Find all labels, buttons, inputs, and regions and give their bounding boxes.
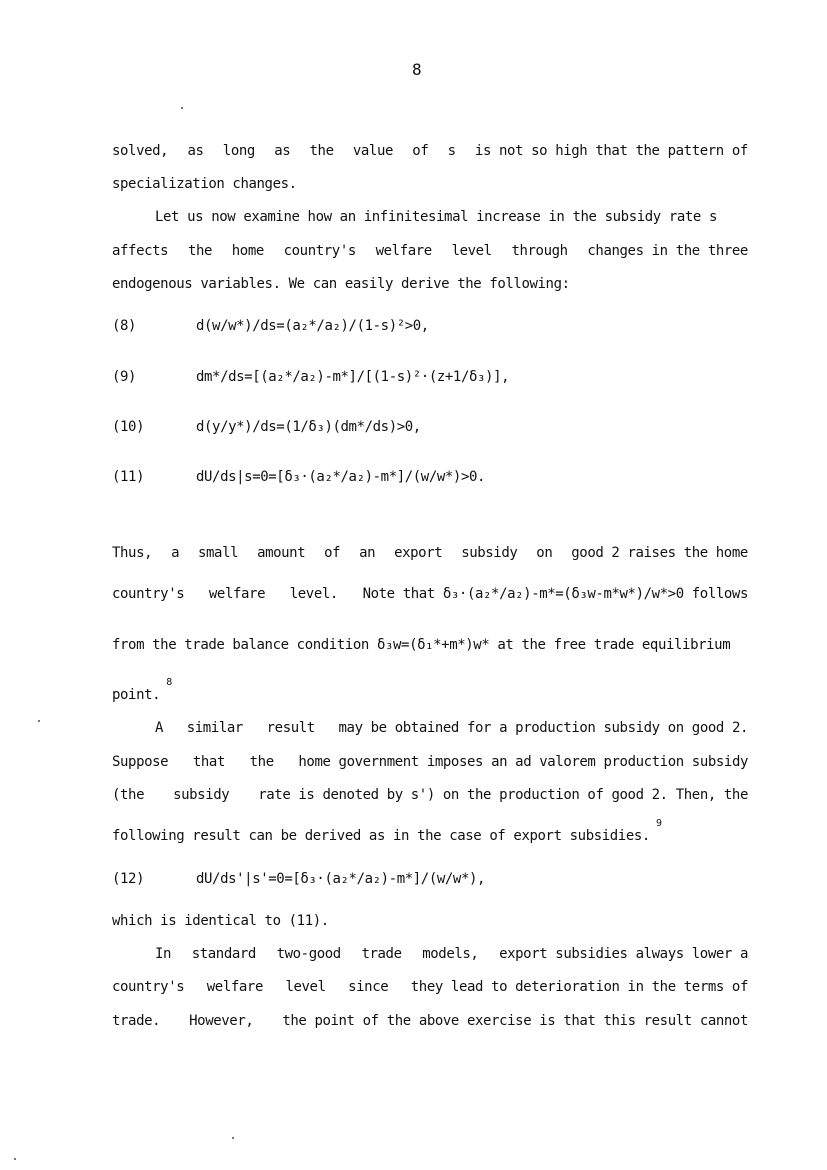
scan-speck [14,1158,16,1160]
text-line: specialization changes. [112,176,297,192]
scan-speck [232,1137,234,1139]
equation-number: (12) [112,871,145,887]
page-number: 8 [412,60,422,79]
footnote-marker: 8 [166,677,172,689]
text-line: Let us now examine how an infinitesimal increase in the subsidy rate s [155,209,718,225]
text-line: country's welfare level since they lead to deterioration in the terms of [112,979,748,995]
text-line: which is identical to (11). [112,913,329,929]
text-line: following result can be derived as in the case of export subsidies.$^9$ [112,818,662,844]
scan-speck [181,107,183,109]
text-line: (the subsidy rate is denoted by s') on the production of good 2. Then, the [112,787,748,803]
equation: dU/ds'|s'=0=[δ₃·(a₂*/a₂)-m*]/(w/w*), [196,871,486,887]
text-line: Suppose that the home government imposes an ad valorem production subsidy [112,754,748,770]
equation: dm*/ds=[(a₂*/a₂)-m*]/[(1-s)²·(z+1/δ₃)], [196,369,510,385]
text-line: Thus, a small amount of an export subsidy on good 2 raises the home [112,545,748,561]
text-line: trade. However, the point of the above exercise is that this result cannot [112,1013,748,1029]
text-line: In standard two-good trade models, export subsidies always lower a [155,946,748,962]
text-line: point.$^8$ [112,677,172,703]
footnote-marker: 9 [655,818,662,830]
equation-number: (10) [112,419,145,435]
text-line: endogenous variables. We can easily derive the following: [112,276,570,292]
text-line: from the trade balance condition δ₃w=(δ₁*+m*)w* at the free trade equilibrium [112,637,731,653]
equation: dU/ds|s=0=[δ₃·(a₂*/a₂)-m*]/(w/w*)>0. [196,469,486,485]
equation-number: (11) [112,469,145,485]
scan-speck [38,720,40,722]
text-line: affects the home country's welfare level through changes in the three [112,243,748,259]
text-line: country's welfare level. Note that δ₃·(a₂*/a₂)-m*=(δ₃w-m*w*)/w*>0 follows [112,586,748,602]
equation: d(w/w*)/ds=(a₂*/a₂)/(1-s)²>0, [196,318,429,334]
text-line: solved, as long as the value of s is not so high that the pattern of [112,143,748,159]
equation-number: (9) [112,369,137,385]
text-line: A similar result may be obtained for a production subsidy on good 2. [155,720,748,736]
equation: d(y/y*)/ds=(1/δ₃)(dm*/ds)>0, [196,419,421,435]
equation-number: (8) [112,318,137,334]
